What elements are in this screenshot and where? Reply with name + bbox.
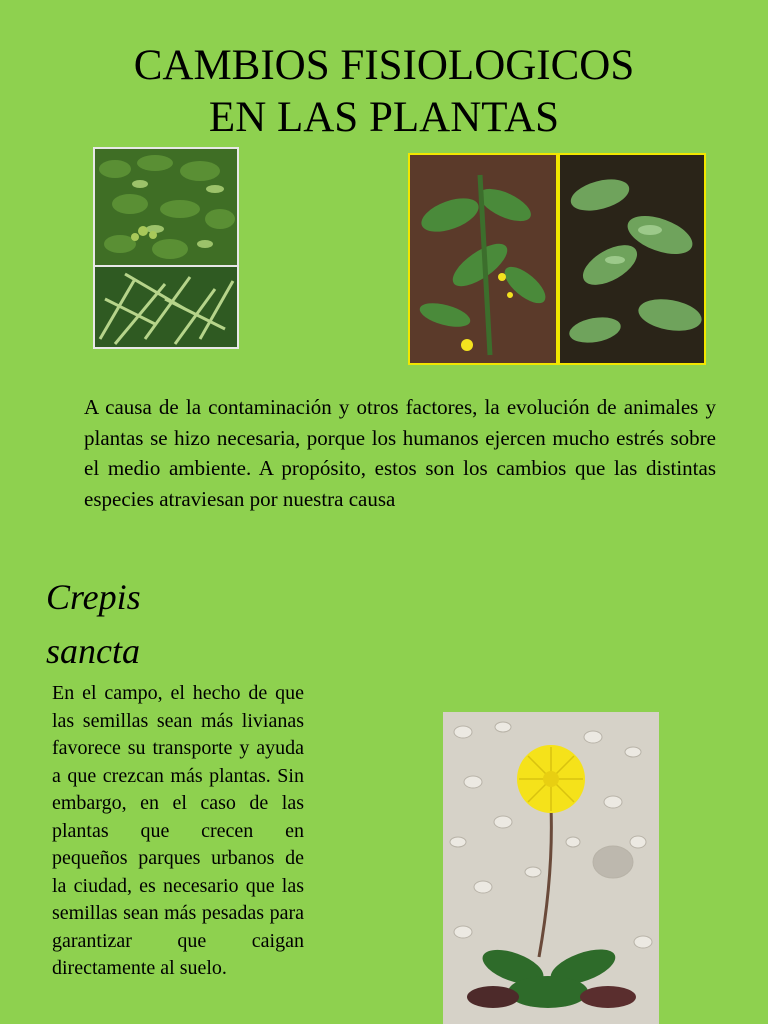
damaged-leaves-photo [408,153,706,365]
title-line-2: EN LAS PLANTAS [208,94,560,141]
crepis-sancta-photo [443,712,659,1024]
species-name [46,570,246,678]
species-description: En el campo, el hecho de que las semillas sean más livianas favorece su transporte y ayuda a que crezcan más plantas. Sin embargo, en el caso de las plantas que crecen en pequeños parques urbanos de la ciudad, es necesario que las semillas sean más pesadas para garantizar que caigan directamente al suelo. [52,682,304,979]
title-line-1: CAMBIOS FISIOLOGICOS [133,42,635,89]
intro-paragraph: A causa de la contaminación y otros factores, la evolución de animales y plantas se hizo necesaria, porque los humanos ejercen mucho estrés sobre el medio ambiente. A propósito, estos son los cambios que las distintas especies atraviesan por nuestra causa [84,395,716,511]
species-name-line-2: sancta [46,631,140,671]
tomato-plants-photo [93,147,239,349]
page-title [0,40,768,144]
species-name-line-1: Crepis [46,577,141,617]
